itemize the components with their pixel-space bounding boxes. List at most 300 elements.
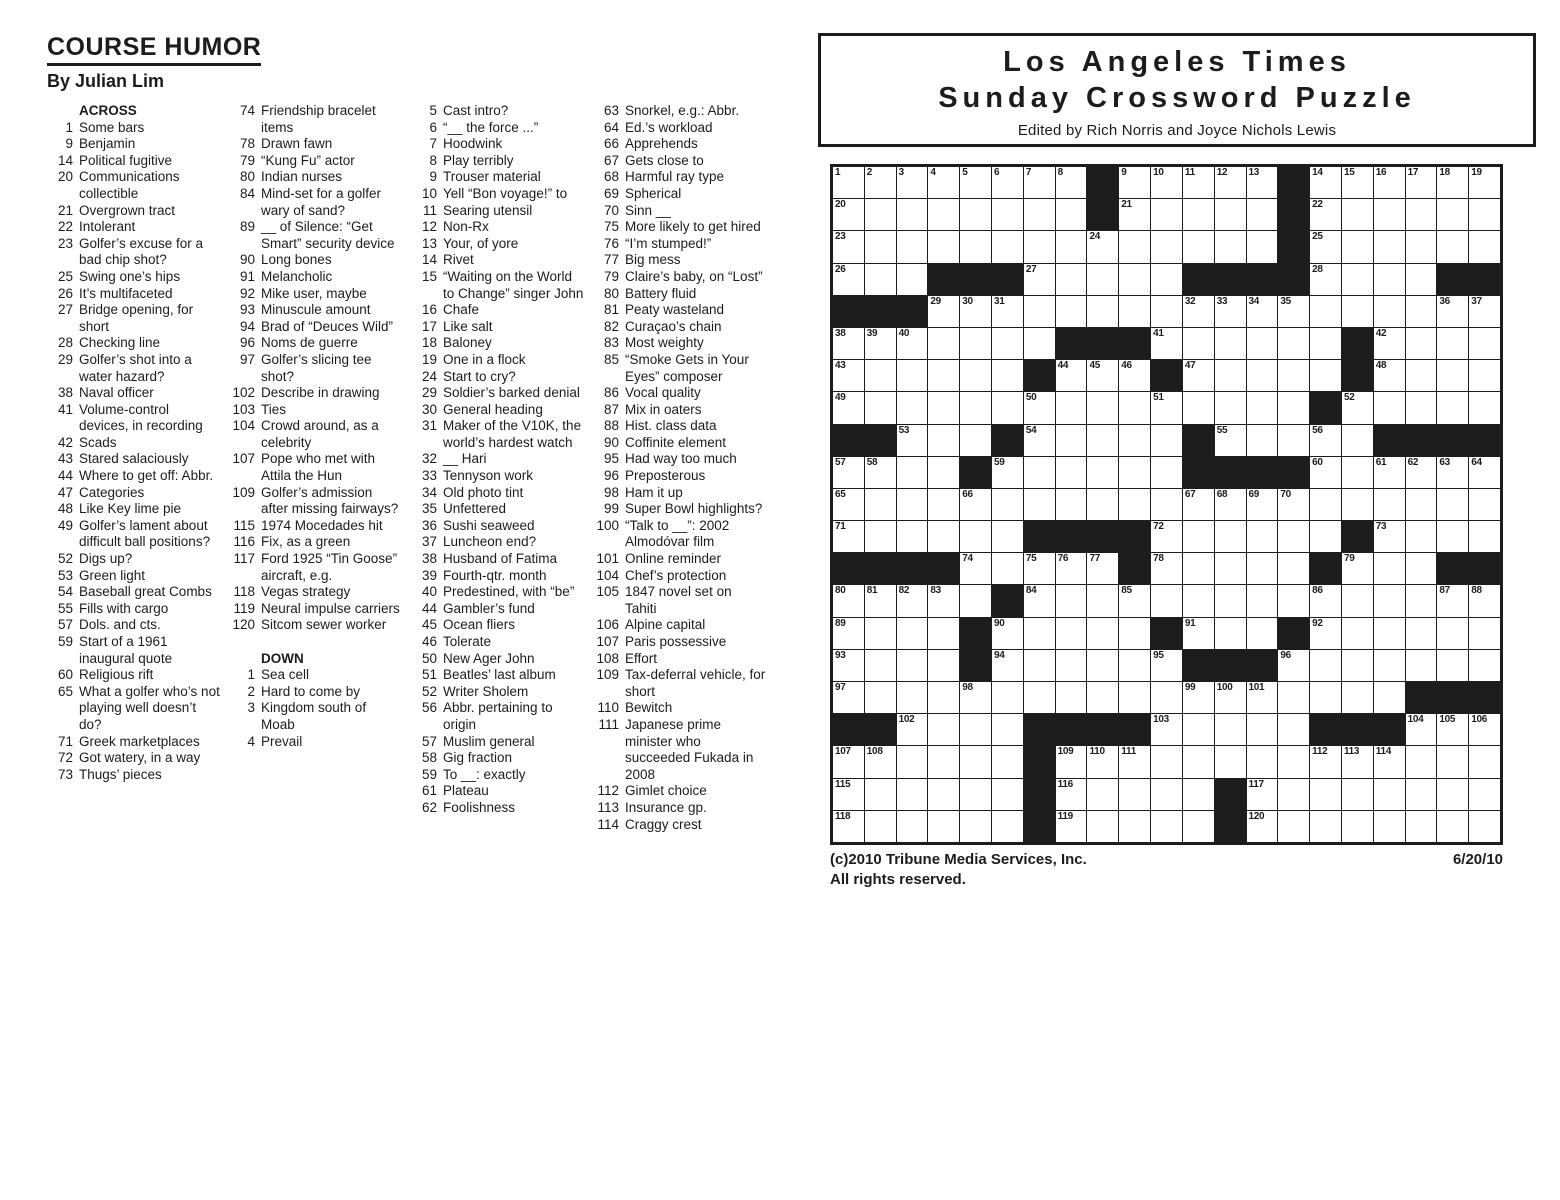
grid-cell[interactable] <box>1056 650 1087 681</box>
grid-cell[interactable] <box>992 392 1023 423</box>
grid-cell[interactable] <box>897 811 928 842</box>
grid-cell[interactable] <box>1342 199 1373 230</box>
grid-cell[interactable] <box>1469 746 1500 777</box>
grid-cell[interactable] <box>1087 650 1118 681</box>
grid-cell[interactable] <box>1183 585 1214 616</box>
grid-cell[interactable] <box>1215 425 1246 456</box>
grid-cell[interactable] <box>1119 360 1150 391</box>
grid-cell[interactable] <box>1215 360 1246 391</box>
grid-cell[interactable] <box>928 457 959 488</box>
grid-cell[interactable] <box>1056 489 1087 520</box>
grid-cell[interactable] <box>833 746 864 777</box>
grid-cell[interactable] <box>1183 779 1214 810</box>
grid-cell[interactable] <box>833 264 864 295</box>
grid-cell[interactable] <box>1215 392 1246 423</box>
grid-cell[interactable] <box>1087 457 1118 488</box>
grid-cell[interactable] <box>1278 489 1309 520</box>
grid-cell[interactable] <box>1119 618 1150 649</box>
grid-cell[interactable] <box>1151 553 1182 584</box>
grid-cell[interactable] <box>1310 746 1341 777</box>
grid-cell[interactable] <box>1406 714 1437 745</box>
grid-cell[interactable] <box>1119 392 1150 423</box>
grid-cell[interactable] <box>1469 714 1500 745</box>
grid-cell[interactable] <box>960 231 991 262</box>
grid-cell[interactable] <box>1183 714 1214 745</box>
grid-cell[interactable] <box>1469 650 1500 681</box>
grid-cell[interactable] <box>992 231 1023 262</box>
grid-cell[interactable] <box>1247 585 1278 616</box>
grid-cell[interactable] <box>992 457 1023 488</box>
grid-cell[interactable] <box>897 167 928 198</box>
grid-cell[interactable] <box>1024 682 1055 713</box>
grid-cell[interactable] <box>1119 489 1150 520</box>
grid-cell[interactable] <box>928 199 959 230</box>
grid-cell[interactable] <box>1374 457 1405 488</box>
grid-cell[interactable] <box>833 585 864 616</box>
grid-cell[interactable] <box>833 489 864 520</box>
grid-cell[interactable] <box>1406 457 1437 488</box>
grid-cell[interactable] <box>1183 392 1214 423</box>
grid-cell[interactable] <box>928 296 959 327</box>
grid-cell[interactable] <box>1247 199 1278 230</box>
grid-cell[interactable] <box>865 521 896 552</box>
grid-cell[interactable] <box>1024 264 1055 295</box>
grid-cell[interactable] <box>1437 457 1468 488</box>
grid-cell[interactable] <box>992 521 1023 552</box>
grid-cell[interactable] <box>992 199 1023 230</box>
grid-cell[interactable] <box>1087 489 1118 520</box>
grid-cell[interactable] <box>865 167 896 198</box>
grid-cell[interactable] <box>897 682 928 713</box>
grid-cell[interactable] <box>1056 618 1087 649</box>
grid-cell[interactable] <box>1056 682 1087 713</box>
grid-cell[interactable] <box>1469 167 1500 198</box>
grid-cell[interactable] <box>992 618 1023 649</box>
grid-cell[interactable] <box>1437 746 1468 777</box>
grid-cell[interactable] <box>1469 360 1500 391</box>
grid-cell[interactable] <box>992 489 1023 520</box>
grid-cell[interactable] <box>1310 585 1341 616</box>
grid-cell[interactable] <box>1374 167 1405 198</box>
grid-cell[interactable] <box>1151 167 1182 198</box>
grid-cell[interactable] <box>1437 714 1468 745</box>
grid-cell[interactable] <box>1183 167 1214 198</box>
grid-cell[interactable] <box>1119 199 1150 230</box>
grid-cell[interactable] <box>1310 360 1341 391</box>
grid-cell[interactable] <box>1437 521 1468 552</box>
grid-cell[interactable] <box>865 779 896 810</box>
grid-cell[interactable] <box>865 199 896 230</box>
grid-cell[interactable] <box>1119 779 1150 810</box>
grid-cell[interactable] <box>1342 489 1373 520</box>
grid-cell[interactable] <box>1024 167 1055 198</box>
grid-cell[interactable] <box>1342 167 1373 198</box>
grid-cell[interactable] <box>1310 457 1341 488</box>
grid-cell[interactable] <box>1437 167 1468 198</box>
grid-cell[interactable] <box>1087 779 1118 810</box>
grid-cell[interactable] <box>833 360 864 391</box>
grid-cell[interactable] <box>1437 360 1468 391</box>
grid-cell[interactable] <box>833 618 864 649</box>
grid-cell[interactable] <box>1087 231 1118 262</box>
grid-cell[interactable] <box>1469 328 1500 359</box>
grid-cell[interactable] <box>1310 328 1341 359</box>
grid-cell[interactable] <box>1247 425 1278 456</box>
grid-cell[interactable] <box>960 811 991 842</box>
grid-cell[interactable] <box>865 231 896 262</box>
grid-cell[interactable] <box>1247 296 1278 327</box>
grid-cell[interactable] <box>1310 264 1341 295</box>
grid-cell[interactable] <box>1056 360 1087 391</box>
grid-cell[interactable] <box>1087 296 1118 327</box>
grid-cell[interactable] <box>897 714 928 745</box>
grid-cell[interactable] <box>1024 553 1055 584</box>
grid-cell[interactable] <box>1215 746 1246 777</box>
grid-cell[interactable] <box>1310 682 1341 713</box>
grid-cell[interactable] <box>865 746 896 777</box>
grid-cell[interactable] <box>1087 360 1118 391</box>
grid-cell[interactable] <box>1119 650 1150 681</box>
grid-cell[interactable] <box>1406 746 1437 777</box>
grid-cell[interactable] <box>897 746 928 777</box>
grid-cell[interactable] <box>1310 650 1341 681</box>
grid-cell[interactable] <box>1151 264 1182 295</box>
grid-cell[interactable] <box>960 779 991 810</box>
grid-cell[interactable] <box>1024 392 1055 423</box>
grid-cell[interactable] <box>1247 231 1278 262</box>
grid-cell[interactable] <box>833 167 864 198</box>
grid-cell[interactable] <box>1469 811 1500 842</box>
grid-cell[interactable] <box>1024 199 1055 230</box>
grid-cell[interactable] <box>865 585 896 616</box>
grid-cell[interactable] <box>960 714 991 745</box>
grid-cell[interactable] <box>1342 811 1373 842</box>
grid-cell[interactable] <box>1119 746 1150 777</box>
grid-cell[interactable] <box>1056 199 1087 230</box>
grid-cell[interactable] <box>1119 425 1150 456</box>
grid-cell[interactable] <box>1247 489 1278 520</box>
grid-cell[interactable] <box>1406 199 1437 230</box>
grid-cell[interactable] <box>1278 360 1309 391</box>
grid-cell[interactable] <box>1119 585 1150 616</box>
grid-cell[interactable] <box>928 746 959 777</box>
grid-cell[interactable] <box>833 328 864 359</box>
grid-cell[interactable] <box>1247 167 1278 198</box>
grid-cell[interactable] <box>865 360 896 391</box>
grid-cell[interactable] <box>1374 392 1405 423</box>
grid-cell[interactable] <box>865 618 896 649</box>
grid-cell[interactable] <box>1374 585 1405 616</box>
grid-cell[interactable] <box>928 811 959 842</box>
grid-cell[interactable] <box>865 811 896 842</box>
grid-cell[interactable] <box>1342 392 1373 423</box>
grid-cell[interactable] <box>1087 392 1118 423</box>
grid-cell[interactable] <box>1151 521 1182 552</box>
grid-cell[interactable] <box>897 199 928 230</box>
grid-cell[interactable] <box>1024 296 1055 327</box>
grid-cell[interactable] <box>1469 489 1500 520</box>
grid-cell[interactable] <box>1056 231 1087 262</box>
grid-cell[interactable] <box>833 779 864 810</box>
grid-cell[interactable] <box>897 360 928 391</box>
grid-cell[interactable] <box>1247 714 1278 745</box>
grid-cell[interactable] <box>1215 199 1246 230</box>
grid-cell[interactable] <box>1406 521 1437 552</box>
grid-cell[interactable] <box>928 618 959 649</box>
grid-cell[interactable] <box>1437 585 1468 616</box>
grid-cell[interactable] <box>1183 618 1214 649</box>
grid-cell[interactable] <box>1469 585 1500 616</box>
grid-cell[interactable] <box>1437 489 1468 520</box>
grid-cell[interactable] <box>1278 746 1309 777</box>
grid-cell[interactable] <box>992 328 1023 359</box>
grid-cell[interactable] <box>1215 521 1246 552</box>
grid-cell[interactable] <box>1437 328 1468 359</box>
grid-cell[interactable] <box>1247 618 1278 649</box>
grid-cell[interactable] <box>1342 618 1373 649</box>
grid-cell[interactable] <box>992 714 1023 745</box>
grid-cell[interactable] <box>1056 553 1087 584</box>
grid-cell[interactable] <box>1024 489 1055 520</box>
grid-cell[interactable] <box>1374 264 1405 295</box>
grid-cell[interactable] <box>992 553 1023 584</box>
grid-cell[interactable] <box>1151 779 1182 810</box>
grid-cell[interactable] <box>1215 553 1246 584</box>
grid-cell[interactable] <box>960 489 991 520</box>
grid-cell[interactable] <box>865 489 896 520</box>
grid-cell[interactable] <box>1469 392 1500 423</box>
grid-cell[interactable] <box>960 553 991 584</box>
grid-cell[interactable] <box>1183 682 1214 713</box>
grid-cell[interactable] <box>1469 618 1500 649</box>
grid-cell[interactable] <box>928 489 959 520</box>
grid-cell[interactable] <box>960 296 991 327</box>
grid-cell[interactable] <box>897 392 928 423</box>
grid-cell[interactable] <box>1342 296 1373 327</box>
grid-cell[interactable] <box>1310 489 1341 520</box>
grid-cell[interactable] <box>1151 489 1182 520</box>
grid-cell[interactable] <box>1406 618 1437 649</box>
grid-cell[interactable] <box>1278 811 1309 842</box>
grid-cell[interactable] <box>1056 167 1087 198</box>
grid-cell[interactable] <box>1024 650 1055 681</box>
grid-cell[interactable] <box>928 231 959 262</box>
grid-cell[interactable] <box>897 779 928 810</box>
grid-cell[interactable] <box>1215 231 1246 262</box>
grid-cell[interactable] <box>1087 585 1118 616</box>
grid-cell[interactable] <box>1024 457 1055 488</box>
grid-cell[interactable] <box>1087 746 1118 777</box>
grid-cell[interactable] <box>1119 457 1150 488</box>
grid-cell[interactable] <box>1406 585 1437 616</box>
grid-cell[interactable] <box>1183 360 1214 391</box>
grid-cell[interactable] <box>1056 585 1087 616</box>
grid-cell[interactable] <box>897 231 928 262</box>
grid-cell[interactable] <box>1215 682 1246 713</box>
grid-cell[interactable] <box>992 811 1023 842</box>
grid-cell[interactable] <box>1406 231 1437 262</box>
grid-cell[interactable] <box>1374 682 1405 713</box>
grid-cell[interactable] <box>1119 167 1150 198</box>
grid-cell[interactable] <box>1151 425 1182 456</box>
grid-cell[interactable] <box>1183 811 1214 842</box>
grid-cell[interactable] <box>1374 553 1405 584</box>
grid-cell[interactable] <box>928 425 959 456</box>
grid-cell[interactable] <box>1406 296 1437 327</box>
grid-cell[interactable] <box>833 231 864 262</box>
grid-cell[interactable] <box>1278 553 1309 584</box>
grid-cell[interactable] <box>1183 296 1214 327</box>
grid-cell[interactable] <box>1437 650 1468 681</box>
grid-cell[interactable] <box>928 328 959 359</box>
grid-cell[interactable] <box>1215 585 1246 616</box>
grid-cell[interactable] <box>1437 296 1468 327</box>
grid-cell[interactable] <box>897 521 928 552</box>
grid-cell[interactable] <box>1183 746 1214 777</box>
grid-cell[interactable] <box>1310 521 1341 552</box>
grid-cell[interactable] <box>1310 231 1341 262</box>
grid-cell[interactable] <box>1024 425 1055 456</box>
grid-cell[interactable] <box>865 650 896 681</box>
grid-cell[interactable] <box>1406 167 1437 198</box>
grid-cell[interactable] <box>992 360 1023 391</box>
grid-cell[interactable] <box>1437 199 1468 230</box>
grid-cell[interactable] <box>928 714 959 745</box>
grid-cell[interactable] <box>897 618 928 649</box>
grid-cell[interactable] <box>1406 650 1437 681</box>
grid-cell[interactable] <box>1151 585 1182 616</box>
grid-cell[interactable] <box>897 425 928 456</box>
grid-cell[interactable] <box>1024 231 1055 262</box>
grid-cell[interactable] <box>1087 264 1118 295</box>
grid-cell[interactable] <box>1406 811 1437 842</box>
grid-cell[interactable] <box>1342 746 1373 777</box>
grid-cell[interactable] <box>1215 328 1246 359</box>
grid-cell[interactable] <box>992 779 1023 810</box>
grid-cell[interactable] <box>1469 779 1500 810</box>
grid-cell[interactable] <box>1406 328 1437 359</box>
grid-cell[interactable] <box>960 425 991 456</box>
grid-cell[interactable] <box>1183 231 1214 262</box>
grid-cell[interactable] <box>1437 779 1468 810</box>
grid-cell[interactable] <box>1247 746 1278 777</box>
grid-cell[interactable] <box>1183 521 1214 552</box>
grid-cell[interactable] <box>1342 231 1373 262</box>
grid-cell[interactable] <box>1406 264 1437 295</box>
grid-cell[interactable] <box>1278 328 1309 359</box>
grid-cell[interactable] <box>960 746 991 777</box>
grid-cell[interactable] <box>992 650 1023 681</box>
grid-cell[interactable] <box>1406 360 1437 391</box>
grid-cell[interactable] <box>897 328 928 359</box>
grid-cell[interactable] <box>1056 264 1087 295</box>
grid-cell[interactable] <box>1087 811 1118 842</box>
grid-cell[interactable] <box>1183 328 1214 359</box>
grid-cell[interactable] <box>897 585 928 616</box>
grid-cell[interactable] <box>960 585 991 616</box>
grid-cell[interactable] <box>897 457 928 488</box>
grid-cell[interactable] <box>1056 746 1087 777</box>
grid-cell[interactable] <box>928 521 959 552</box>
grid-cell[interactable] <box>1215 714 1246 745</box>
grid-cell[interactable] <box>865 392 896 423</box>
grid-cell[interactable] <box>1151 811 1182 842</box>
grid-cell[interactable] <box>960 199 991 230</box>
grid-cell[interactable] <box>1374 746 1405 777</box>
grid-cell[interactable] <box>1374 650 1405 681</box>
grid-cell[interactable] <box>1024 328 1055 359</box>
grid-cell[interactable] <box>1278 779 1309 810</box>
grid-cell[interactable] <box>865 682 896 713</box>
grid-cell[interactable] <box>1374 199 1405 230</box>
grid-cell[interactable] <box>928 360 959 391</box>
grid-cell[interactable] <box>833 811 864 842</box>
grid-cell[interactable] <box>1056 457 1087 488</box>
grid-cell[interactable] <box>1374 360 1405 391</box>
grid-cell[interactable] <box>1119 296 1150 327</box>
grid-cell[interactable] <box>833 521 864 552</box>
grid-cell[interactable] <box>1469 457 1500 488</box>
grid-cell[interactable] <box>833 650 864 681</box>
grid-cell[interactable] <box>1151 328 1182 359</box>
grid-cell[interactable] <box>1151 392 1182 423</box>
grid-cell[interactable] <box>1469 199 1500 230</box>
grid-cell[interactable] <box>1310 199 1341 230</box>
grid-cell[interactable] <box>1087 682 1118 713</box>
grid-cell[interactable] <box>1183 199 1214 230</box>
grid-cell[interactable] <box>1119 682 1150 713</box>
grid-cell[interactable] <box>1247 392 1278 423</box>
grid-cell[interactable] <box>1056 392 1087 423</box>
grid-cell[interactable] <box>865 328 896 359</box>
grid-cell[interactable] <box>1247 682 1278 713</box>
grid-cell[interactable] <box>928 392 959 423</box>
grid-cell[interactable] <box>1469 296 1500 327</box>
grid-cell[interactable] <box>1374 296 1405 327</box>
grid-cell[interactable] <box>960 360 991 391</box>
grid-cell[interactable] <box>1119 811 1150 842</box>
grid-cell[interactable] <box>992 167 1023 198</box>
grid-cell[interactable] <box>1437 811 1468 842</box>
grid-cell[interactable] <box>1310 618 1341 649</box>
grid-cell[interactable] <box>1247 779 1278 810</box>
grid-cell[interactable] <box>1183 489 1214 520</box>
grid-cell[interactable] <box>1437 618 1468 649</box>
grid-cell[interactable] <box>1151 682 1182 713</box>
grid-cell[interactable] <box>992 296 1023 327</box>
grid-cell[interactable] <box>1215 296 1246 327</box>
grid-cell[interactable] <box>1374 521 1405 552</box>
grid-cell[interactable] <box>1342 264 1373 295</box>
grid-cell[interactable] <box>1469 231 1500 262</box>
grid-cell[interactable] <box>1183 553 1214 584</box>
grid-cell[interactable] <box>1310 296 1341 327</box>
grid-cell[interactable] <box>1151 746 1182 777</box>
grid-cell[interactable] <box>1342 457 1373 488</box>
grid-cell[interactable] <box>1247 553 1278 584</box>
grid-cell[interactable] <box>897 264 928 295</box>
grid-cell[interactable] <box>1342 585 1373 616</box>
grid-cell[interactable] <box>1087 618 1118 649</box>
grid-cell[interactable] <box>1374 489 1405 520</box>
grid-cell[interactable] <box>992 682 1023 713</box>
grid-cell[interactable] <box>1310 167 1341 198</box>
grid-cell[interactable] <box>1278 585 1309 616</box>
grid-cell[interactable] <box>1151 231 1182 262</box>
grid-cell[interactable] <box>960 521 991 552</box>
grid-cell[interactable] <box>1151 650 1182 681</box>
grid-cell[interactable] <box>928 167 959 198</box>
